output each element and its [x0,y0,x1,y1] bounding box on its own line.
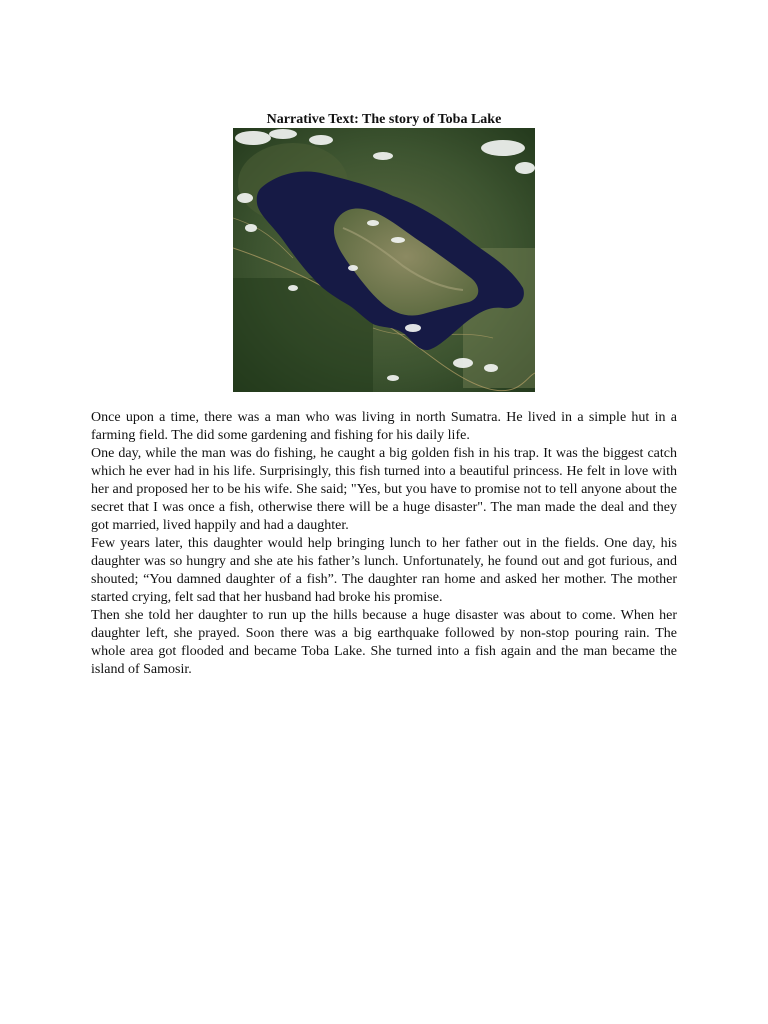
lake-toba-satellite-image [233,128,535,392]
story-paragraph: Few years later, this daughter would help bringing lunch to her father out in the fields. One day, his daughter was so hungry and she ate his father’s lunch. Unfortunately, he found out and got furious, and shouted; “You damned daughter of a fish”. The daughter ran home and asked her mother. The mother started crying, felt sad that her husband had broke his promise. [91,536,677,605]
document-title: Narrative Text: The story of Toba Lake [266,112,502,127]
story-body [91,409,677,679]
story-paragraph: Once upon a time, there was a man who was living in north Sumatra. He lived in a simple hut in a farming field. The did some gardening and fishing for his daily life. [91,410,677,443]
satellite-image-graphic [233,128,535,392]
story-paragraph: One day, while the man was do fishing, he caught a big golden fish in his trap. It was the biggest catch which he ever had in his life. Surprisingly, this fish turned into a beautiful princess. He felt in love with her and proposed her to be his wife. She said; "Yes, but you have to promise not to tell anyone about the secret that I was once a fish, otherwise there will be a huge disaster". The man made the deal and they got married, lived happily and had a daughter. [91,446,677,533]
story-paragraph: Then she told her daughter to run up the hills because a huge disaster was about to come. When her daughter left, she prayed. Soon there was a big earthquake followed by non-stop pouring rain. The whole area got flooded and became Toba Lake. She turned into a fish again and the man became the island of Samosir. [91,608,677,677]
